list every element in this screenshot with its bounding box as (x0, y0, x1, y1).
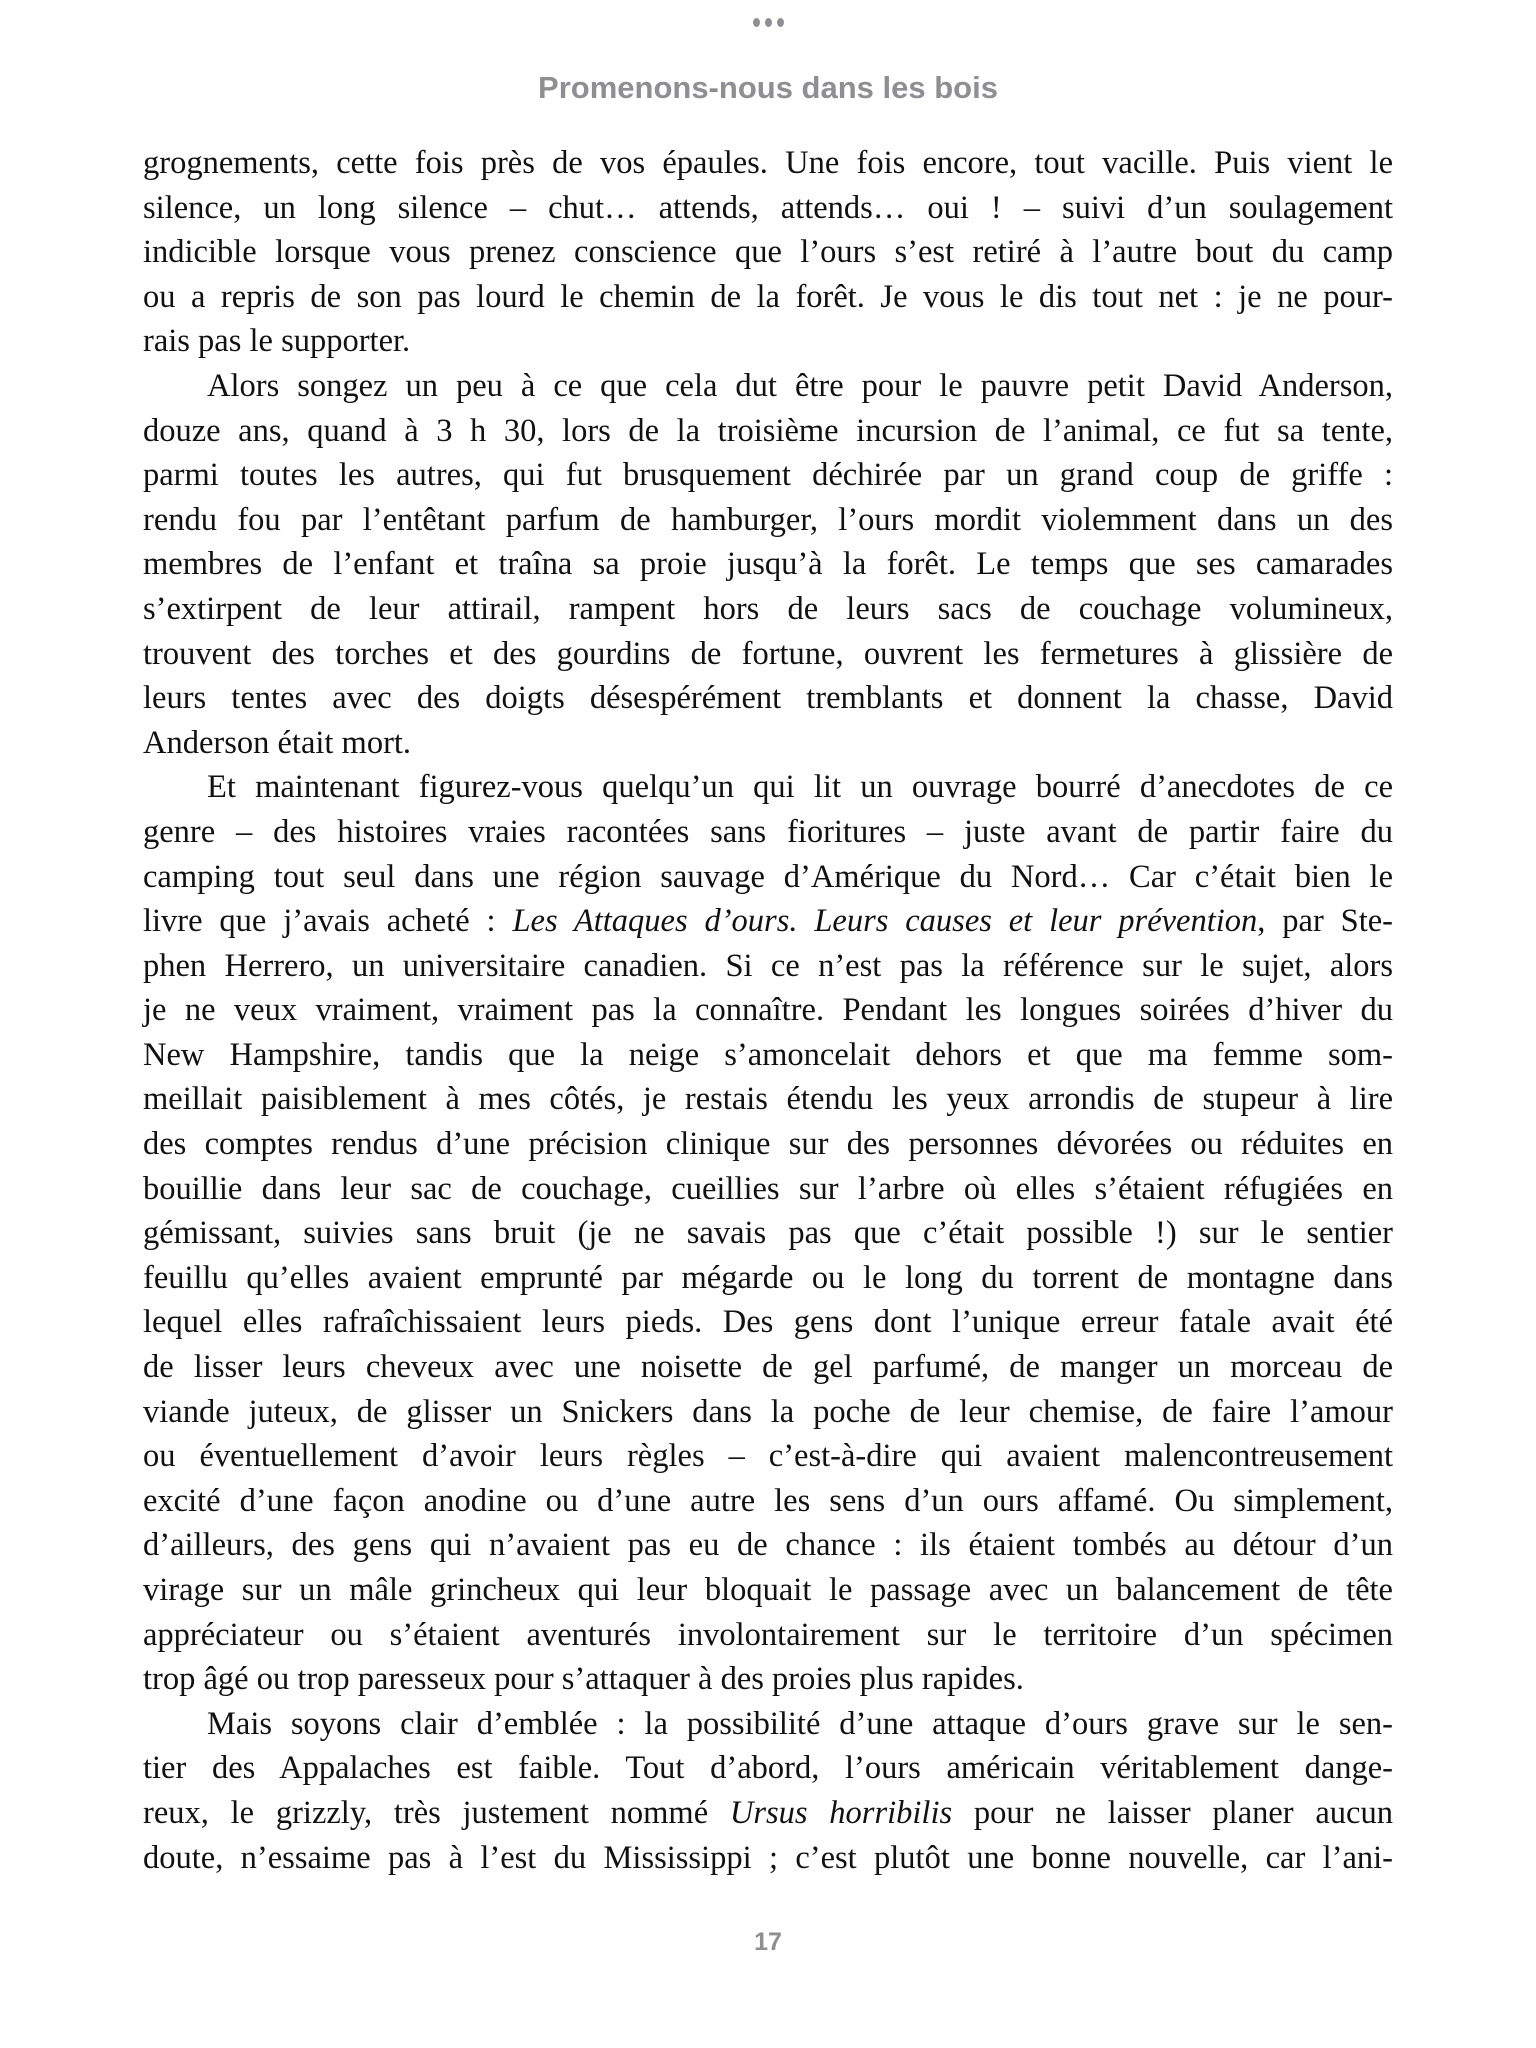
text-line (143, 587, 1393, 632)
text-segment: s’extirpent de leur attirail, rampent hors de leurs sacs de couchage volumineux, (143, 590, 1393, 627)
text-line (143, 1568, 1393, 1613)
text-segment: je ne veux vraiment, vraiment pas la connaître. Pendant les longues soirées d’hiver du (143, 992, 1393, 1029)
more-dots-icon (777, 18, 784, 27)
text-segment: Anderson était mort. (143, 724, 412, 761)
paragraph (143, 364, 1393, 765)
text-segment: doute, n’essaime pas à l’est du Mississippi ; c’est plutôt une bonne nouvelle, car l’ani- (143, 1839, 1393, 1876)
text-line (143, 1033, 1393, 1078)
text-segment: lequel elles rafraîchissaient leurs pieds. Des gens dont l’unique erreur fatale avait été (143, 1304, 1393, 1341)
page-number: 17 (754, 1928, 782, 1956)
text-line (143, 230, 1393, 275)
text-segment: bouillie dans leur sac de couchage, cueillies sur l’arbre où elles s’étaient réfugiées en (143, 1170, 1393, 1207)
text-line (143, 1390, 1393, 1435)
text-segment: parmi toutes les autres, qui fut brusquement déchirée par un grand coup de griffe : (143, 457, 1393, 494)
text-line (143, 988, 1393, 1033)
text-segment: Et maintenant figurez-vous quelqu’un qui lit un ouvrage bourré d’anecdotes de ce (207, 769, 1393, 806)
text-segment: phen Herrero, un universitaire canadien. Si ce n’est pas la référence sur le sujet, alors (143, 947, 1393, 984)
text-segment: livre que j’avais acheté : (143, 903, 513, 940)
text-segment: appréciateur ou s’étaient aventurés involontairement sur le territoire d’un spécimen (143, 1616, 1393, 1653)
text-line (143, 721, 1393, 766)
text-line (143, 944, 1393, 989)
text-line (143, 498, 1393, 543)
book-title: Promenons-nous dans les bois (538, 70, 998, 105)
text-line (143, 1791, 1393, 1836)
more-dots-icon (765, 18, 772, 27)
text-segment: viande juteux, de glisser un Snickers dans la poche de leur chemise, de faire l’amour (143, 1393, 1393, 1430)
text-line (143, 1523, 1393, 1568)
text-line (143, 899, 1393, 944)
text-line (143, 141, 1393, 186)
text-line (143, 1077, 1393, 1122)
text-line (143, 1479, 1393, 1524)
text-line (143, 1434, 1393, 1479)
text-segment: leurs tentes avec des doigts désespérément tremblants et donnent la chasse, David (143, 680, 1393, 717)
italic-text: Ursus horribilis (729, 1794, 953, 1831)
text-line (143, 319, 1393, 364)
page-body-text[interactable] (143, 141, 1393, 1880)
text-line (143, 1122, 1393, 1167)
text-segment: silence, un long silence – chut… attends, attends… oui ! – suivi d’un soulagement (143, 189, 1393, 226)
text-segment: gémissant, suivies sans bruit (je ne savais pas que c’était possible !) sur le sentier (143, 1215, 1393, 1252)
text-segment: ou éventuellement d’avoir leurs règles – c’est-à-dire qui avaient malencontreusement (143, 1438, 1393, 1475)
more-options-button[interactable] (0, 18, 1536, 27)
text-segment: rendu fou par l’entêtant parfum de hamburger, l’ours mordit violemment dans un des (143, 501, 1393, 538)
text-line (143, 1613, 1393, 1658)
text-segment: New Hampshire, tandis que la neige s’amoncelait dehors et que ma femme som- (143, 1036, 1393, 1073)
text-line (143, 1702, 1393, 1747)
text-segment: indicible lorsque vous prenez conscience que l’ours s’est retiré à l’autre bout du camp (143, 234, 1393, 271)
text-line (143, 275, 1393, 320)
text-segment: membres de l’enfant et traîna sa proie jusqu’à la forêt. Le temps que ses camarades (143, 546, 1393, 583)
paragraph (143, 765, 1393, 1701)
text-line (143, 1746, 1393, 1791)
text-line (143, 855, 1393, 900)
text-segment: pour ne laisser planer aucun (952, 1794, 1393, 1831)
text-segment: virage sur un mâle grincheux qui leur bloquait le passage avec un balancement de tête (143, 1572, 1393, 1608)
text-line (143, 1167, 1393, 1212)
text-line (143, 364, 1393, 409)
text-line (143, 1836, 1393, 1881)
text-line (143, 186, 1393, 231)
text-segment: meillait paisiblement à mes côtés, je restais étendu les yeux arrondis de stupeur à lire (143, 1081, 1393, 1118)
text-line (143, 765, 1393, 810)
text-segment: , par Ste- (1257, 903, 1393, 940)
paragraph (143, 141, 1393, 364)
text-segment: genre – des histoires vraies racontées sans fioritures – juste avant de partir faire du (143, 813, 1393, 850)
text-line (143, 632, 1393, 677)
text-line (143, 1345, 1393, 1390)
text-line (143, 453, 1393, 498)
text-segment: de lisser leurs cheveux avec une noisette de gel parfumé, de manger un morceau de (143, 1349, 1393, 1386)
text-segment: feuillu qu’elles avaient emprunté par mégarde ou le long du torrent de montagne dans (143, 1259, 1393, 1296)
text-segment: trouvent des torches et des gourdins de fortune, ouvrent les fermetures à glissière de (143, 635, 1393, 672)
more-dots-icon (753, 18, 760, 27)
italic-text: Les Attaques d’ours. Leurs causes et leur prévention (512, 903, 1258, 940)
text-segment: ou a repris de son pas lourd le chemin de la forêt. Je vous le dis tout net : je ne pour- (143, 278, 1393, 315)
text-segment: tier des Appalaches est faible. Tout d’abord, l’ours américain véritablement dange- (143, 1750, 1393, 1787)
text-segment: reux, le grizzly, très justement nommé (143, 1794, 730, 1831)
text-line (143, 409, 1393, 454)
text-segment: des comptes rendus d’une précision clinique sur des personnes dévorées ou réduites en (143, 1126, 1393, 1163)
text-line (143, 1256, 1393, 1301)
text-segment: camping tout seul dans une région sauvage d’Amérique du Nord… Car c’était bien le (143, 858, 1393, 895)
text-segment: Alors songez un peu à ce que cela dut être pour le pauvre petit David Anderson, (207, 367, 1393, 404)
text-segment: Mais soyons clair d’emblée : la possibilité d’une attaque d’ours grave sur le sen- (207, 1705, 1393, 1742)
text-line (143, 810, 1393, 855)
text-line (143, 542, 1393, 587)
text-segment: rais pas le supporter. (143, 323, 411, 360)
text-segment: douze ans, quand à 3 h 30, lors de la troisième incursion de l’animal, ce fut sa tente, (143, 412, 1393, 449)
text-segment: d’ailleurs, des gens qui n’avaient pas eu de chance : ils étaient tombés au détour d’un (143, 1527, 1393, 1564)
text-line (143, 1657, 1393, 1702)
paragraph (143, 1702, 1393, 1880)
text-line (143, 676, 1393, 721)
text-line (143, 1300, 1393, 1345)
text-segment: trop âgé ou trop paresseux pour s’attaquer à des proies plus rapides. (143, 1661, 1024, 1698)
text-segment: grognements, cette fois près de vos épaules. Une fois encore, tout vacille. Puis vient le (143, 145, 1393, 181)
text-line (143, 1211, 1393, 1256)
text-segment: excité d’une façon anodine ou d’une autre les sens d’un ours affamé. Ou simplement, (143, 1482, 1393, 1519)
